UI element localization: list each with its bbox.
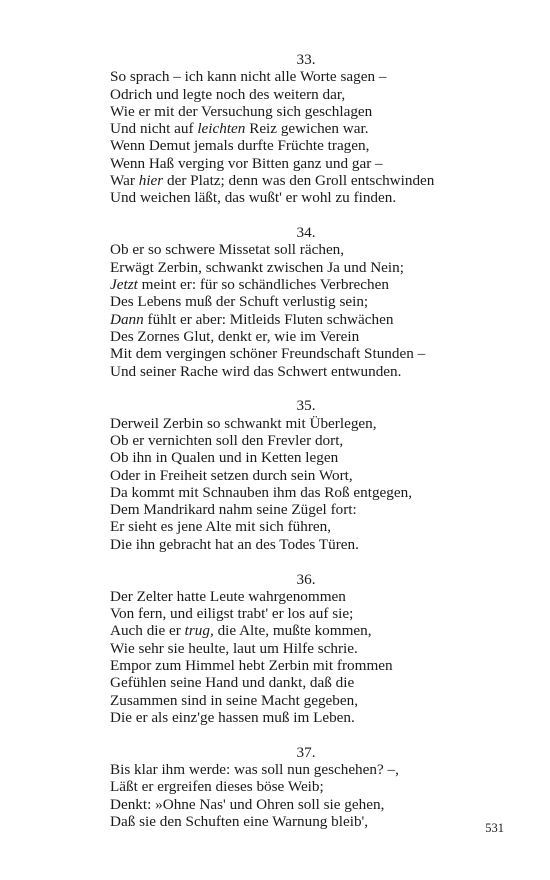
verse-segment: Daß sie den Schuften eine Warnung bleib',	[110, 812, 369, 830]
verse-segment: Da kommt mit Schnauben ihm das Roß entgegen,	[110, 483, 413, 501]
verse-segment: Von fern, und eiligst trabt' er los auf sie;	[110, 605, 354, 623]
verse-segment: der Platz; denn was den Groll entschwinden	[163, 172, 435, 190]
verse-text-block	[110, 51, 520, 848]
verse-segment: War	[110, 172, 139, 190]
verse-line	[110, 172, 520, 189]
verse-segment: Und nicht auf	[110, 120, 198, 138]
verse-segment: Ob ihn in Qualen und in Ketten legen	[110, 449, 339, 467]
verse-segment: Wenn Demut jemals durfte Früchte tragen,	[110, 137, 370, 155]
verse-line	[110, 640, 520, 657]
verse-segment: Des Zornes Glut, denkt er, wie im Verein	[110, 327, 360, 345]
verse-line	[110, 68, 520, 85]
verse-line	[110, 813, 520, 830]
verse-line	[110, 501, 520, 518]
verse-line	[110, 328, 520, 345]
stanza-number: 37.	[296, 743, 316, 761]
verse-segment: Zusammen sind in seine Macht gegeben,	[110, 691, 358, 709]
verse-segment: Er sieht es jene Alte mit sich führen,	[110, 518, 332, 536]
verse-segment: So sprach – ich kann nicht alle Worte sagen –	[110, 68, 387, 86]
verse-line	[110, 259, 520, 276]
stanza-number: 36.	[296, 570, 316, 588]
verse-line	[110, 293, 520, 310]
verse-line	[110, 518, 520, 535]
verse-segment: Des Lebens muß der Schuft verlustig sein;	[110, 293, 369, 311]
verse-segment: Der Zelter hatte Leute wahrgenommen	[110, 587, 346, 605]
verse-line	[110, 622, 520, 639]
verse-segment: Wenn Haß verging vor Bitten ganz und gar –	[110, 154, 383, 172]
verse-segment: Ob er vernichten soll den Frevler dort,	[110, 431, 344, 449]
verse-segment: Bis klar ihm werde: was soll nun geschehen? –,	[110, 760, 399, 778]
verse-emphasis: Dann	[110, 310, 144, 328]
verse-line	[110, 241, 520, 258]
verse-line	[110, 761, 520, 778]
verse-segment: fühlt er aber: Mitleids Fluten schwächen	[143, 310, 394, 328]
verse-line	[110, 588, 520, 605]
verse-segment: Wie er mit der Versuchung sich geschlagen	[110, 102, 373, 120]
stanza	[110, 571, 520, 727]
verse-line	[110, 189, 520, 206]
verse-segment: Oder in Freiheit setzen durch sein Wort,	[110, 466, 353, 484]
verse-segment: Reiz gewichen war.	[245, 120, 369, 138]
verse-line	[110, 311, 520, 328]
stanza-number: 33.	[296, 51, 316, 68]
verse-segment: Die ihn gebracht hat an des Todes Türen.	[110, 535, 359, 553]
stanza	[110, 397, 520, 553]
verse-line	[110, 796, 520, 813]
verse-line	[110, 605, 520, 622]
verse-line	[110, 467, 520, 484]
verse-line	[110, 276, 520, 293]
verse-segment: Mit dem vergingen schöner Freundschaft Stunden –	[110, 345, 426, 363]
verse-segment: Empor zum Himmel hebt Zerbin mit frommen	[110, 657, 393, 674]
verse-line	[110, 674, 520, 691]
verse-segment: Ob er so schwere Missetat soll rächen,	[110, 241, 345, 259]
verse-line	[110, 86, 520, 103]
verse-line	[110, 536, 520, 553]
verse-line	[110, 345, 520, 362]
verse-segment: Odrich und legte noch des weitern dar,	[110, 85, 346, 103]
verse-line	[110, 449, 520, 466]
verse-line	[110, 692, 520, 709]
verse-line	[110, 657, 520, 674]
verse-line	[110, 484, 520, 501]
verse-segment: Denkt: »Ohne Nas' und Ohren soll sie gehen,	[110, 795, 385, 813]
verse-segment: Auch die er	[110, 622, 185, 640]
verse-segment: Erwägt Zerbin, schwankt zwischen Ja und Nein;	[110, 258, 404, 276]
verse-segment: die Alte, mußte kommen,	[213, 622, 372, 640]
stanza-number: 35.	[296, 397, 316, 415]
page-number: 531	[485, 821, 504, 835]
verse-line	[110, 415, 520, 432]
stanza	[110, 744, 520, 830]
verse-emphasis: leichten	[197, 120, 246, 138]
verse-line	[110, 120, 520, 137]
verse-segment: Gefühlen seine Hand und dankt, daß die	[110, 674, 355, 692]
verse-line	[110, 363, 520, 380]
stanza-number: 34.	[296, 224, 316, 242]
verse-line	[110, 103, 520, 120]
verse-segment: Die er als einz'ge hassen muß im Leben.	[110, 708, 355, 726]
verse-emphasis: Jetzt	[110, 276, 138, 294]
verse-segment: Derweil Zerbin so schwankt mit Überlegen,	[110, 414, 377, 432]
stanza	[110, 224, 520, 380]
verse-segment: Und weichen läßt, das wußt' er wohl zu finden.	[110, 189, 397, 207]
stanza	[110, 51, 520, 207]
verse-segment: Dem Mandrikard nahm seine Zügel fort:	[110, 501, 357, 519]
verse-line	[110, 778, 520, 795]
verse-segment: Wie sehr sie heulte, laut um Hilfe schrie.	[110, 639, 358, 657]
verse-segment: Und seiner Rache wird das Schwert entwunden.	[110, 362, 402, 380]
verse-emphasis: trug,	[184, 622, 214, 640]
verse-emphasis: hier	[138, 172, 164, 190]
verse-line	[110, 432, 520, 449]
verse-segment: meint er: für so schändliches Verbrechen	[137, 276, 389, 294]
verse-line	[110, 709, 520, 726]
verse-line	[110, 137, 520, 154]
verse-segment: Läßt er ergreifen dieses böse Weib;	[110, 778, 324, 796]
verse-line	[110, 155, 520, 172]
